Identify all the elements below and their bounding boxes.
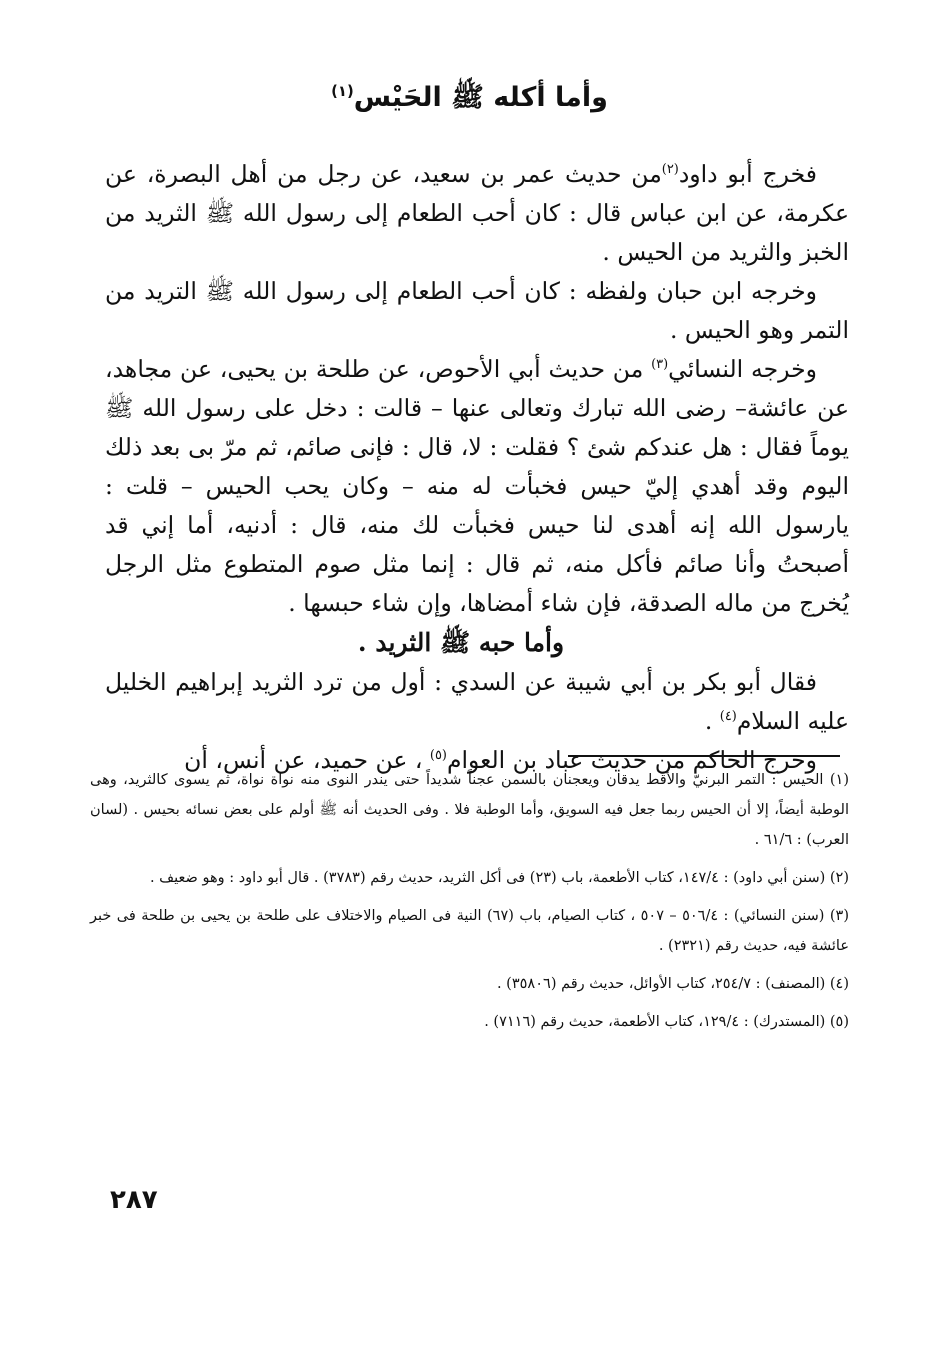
section-heading [120,78,819,118]
paragraph-abu-dawud [105,155,849,272]
footnote-1: (١) الحيس : التمر البرنيّ والأقط يدقان ويعجنان بالسمن عجناً شديداً حتى يندر النوى منه نواة نواة، ثم يسوى كالثريد، وهى الوطبة أيضاً، إلا أن الحيس ربما جعل فيه السويق، وأما الوطبة فلا . وفى الحديث أنه ﷺ أولم على بعض نسائه بحيس . (لسان العرب) : ٦١/٦ . [90,772,849,848]
footnote-3: (٣) (سنن النسائي) : ٥٠٦/٤ – ٥٠٧ ، كتاب الصيام، باب (٦٧) النية فى الصيام والاختلاف على طلحة بن يحيى بن طلحة فى خبر عائشة فيه، حديث رقم (٢٣٢١) . [90,908,850,954]
paragraph-text: . [704,707,713,735]
paragraph-text: فخرج أبو داود [678,160,817,188]
paragraph-text: من حديث عمر بن سعيد، عن رجل من أهل البصرة، عن عكرمة، عن ابن عباس قال : كان أحب الطعام إلى رسول الله ﷺ الثريد من الخبز والثريد من الحيس . [105,160,849,266]
paragraph-text: ، عن حميد، عن أنس، أن [184,746,423,774]
footnote-divider [568,755,840,757]
paragraph-text: من حديث أبي الأحوص، عن طلحة بن يحيى، عن مجاهد، عن عائشة– رضى الله تبارك وتعالى عنها – قالت : دخل على رسول الله ﷺ يوماً فقال : هل عندكم شئ ؟ فقلت : لا، قال : فإنى صائم، ثم مرّ بى بعد ذلك اليوم وقد أهدي إليّ حيس فخبأت له منه – وكان يحب الحيس – قلت : يارسول الله إنه أهدى لنا حيس فخبأت لك منه، قال : أدنيه، أما إني قد أصبحتُ وأنا صائم فأكل منه، ثم قال : إنما مثل صوم المتطوع مثل الرجل يُخرج من ماله الصدقة، فإن شاء أمضاها، وإن شاء حبسها . [105,355,849,617]
footnote-4: (٤) (المصنف) : ٢٥٤/٧، كتاب الأوائل، حديث رقم (٣٥٨٠٦) . [496,976,849,992]
paragraph-text: فقال أبو بكر بن أبي شيبة عن السدي : أول من ترد الثريد إبراهيم الخليل عليه السلام [105,668,849,735]
footnote-2: (٢) (سنن أبي داود) : ١٤٧/٤، كتاب الأطعمة، باب (٢٣) فى أكل الثريد، حديث رقم (٣٧٨٣) . قال أبو داود : وهو ضعيف . [149,870,849,886]
heading-text: وأما أكله ﷺ الحَيْس [353,82,608,113]
footnote-ref-4[interactable]: (٤) [719,709,737,725]
footnote-ref-2[interactable]: (٢) [661,162,679,178]
paragraph-text: وخرجه ابن حبان ولفظه : كان أحب الطعام إلى رسول الله ﷺ التريد من التمر وهو الحيس . [105,277,849,344]
paragraph-ibn-hibban [105,272,849,350]
footnote-ref-5[interactable]: (٥) [429,748,447,764]
paragraph-ibn-abi-shayba [105,663,849,741]
main-text [105,155,849,780]
paragraph-text: وخرج الحاكم من حديث عباد بن العوام [446,746,817,774]
footnote-5: (٥) (المستدرك) : ١٢٩/٤، كتاب الأطعمة، حديث رقم (٧١١٦) . [484,1014,849,1030]
paragraph-nasai [105,350,849,623]
footnotes [90,765,849,1045]
footnote-ref-3[interactable]: (٣) [651,357,669,373]
subheading-tharid: وأما حبه ﷺ الثريد . [357,628,565,657]
heading-footnote-ref[interactable]: (١) [331,82,354,100]
page-number: ٢٨٧ [110,1185,158,1215]
paragraph-text: وخرجه النسائي [668,355,817,383]
